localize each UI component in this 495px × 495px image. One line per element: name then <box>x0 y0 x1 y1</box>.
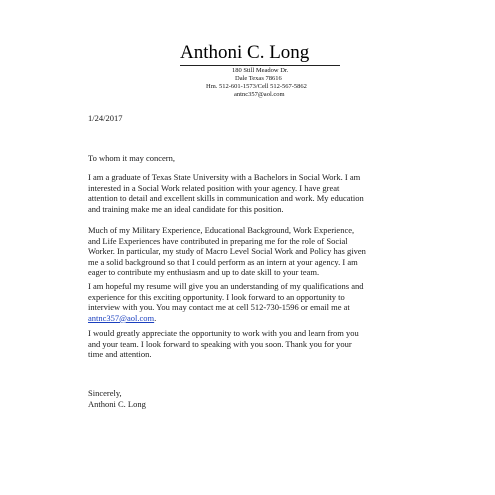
paragraph-line: I am a graduate of Texas State University with a Bachelors in Social Work. I am <box>88 172 361 182</box>
paragraph-3 <box>88 281 428 323</box>
paragraph-line: attention to detail and excellent skills in communication and work. My education <box>88 193 364 204</box>
paragraph-line: interested in a Social Work related position with your agency. I have great <box>88 182 340 193</box>
sender-name: Anthoni C. Long <box>180 42 310 63</box>
paragraph-line: Worker. In particular, my study of Macro Level Social Work and Policy has given <box>88 246 366 257</box>
paragraph-line: time and attention. <box>88 349 152 360</box>
paragraph-2 <box>88 225 428 278</box>
paragraph-line: eager to contribute my enthusiasm and up to date skill to your team. <box>88 267 320 278</box>
paragraph-line: and training make me an ideal candidate for this position. <box>88 203 284 214</box>
paragraph-line: I would greatly appreciate the opportunity to work with you and learn from you <box>88 328 359 338</box>
address-line-1: 180 Still Meadow Dr. <box>232 67 289 74</box>
closing: Sincerely, <box>88 388 122 398</box>
paragraph-4 <box>88 328 428 360</box>
paragraph-line: experience for this exciting opportunity. I look forward to an opportunity to <box>88 291 345 302</box>
paragraph-line: and Life Experiences have contributed in preparing me for the role of Social <box>88 235 348 246</box>
paragraph-line: I am hopeful my resume will give you an understanding of my qualifications and <box>88 281 364 291</box>
signature-name: Anthoni C. Long <box>88 399 146 409</box>
letter-date: 1/24/2017 <box>88 113 123 123</box>
paragraph-1 <box>88 172 428 214</box>
salutation: To whom it may concern, <box>88 153 175 163</box>
paragraph-line-with-link <box>88 313 428 324</box>
letterhead-rule <box>180 65 340 66</box>
letterhead-email: antnc357@aol.com <box>234 91 285 98</box>
link-trailing-period: . <box>154 312 157 323</box>
paragraph-line: Much of my Military Experience, Educational Background, Work Experience, <box>88 225 355 235</box>
address-line-2: Dale Texas 78616 <box>235 75 282 82</box>
paragraph-line: me a solid background so that I could perform as an intern at your agency. I am <box>88 256 358 267</box>
phone-line: Hm. 512-601-1573/Cell 512-567-5862 <box>206 83 307 90</box>
paragraph-line: and your team. I look forward to speaking with you soon. Thank you for your <box>88 338 352 349</box>
paragraph-line: interview with you. You may contact me at cell 512-730-1596 or email me at <box>88 302 350 313</box>
email-link[interactable]: antnc357@aol.com <box>88 312 155 323</box>
